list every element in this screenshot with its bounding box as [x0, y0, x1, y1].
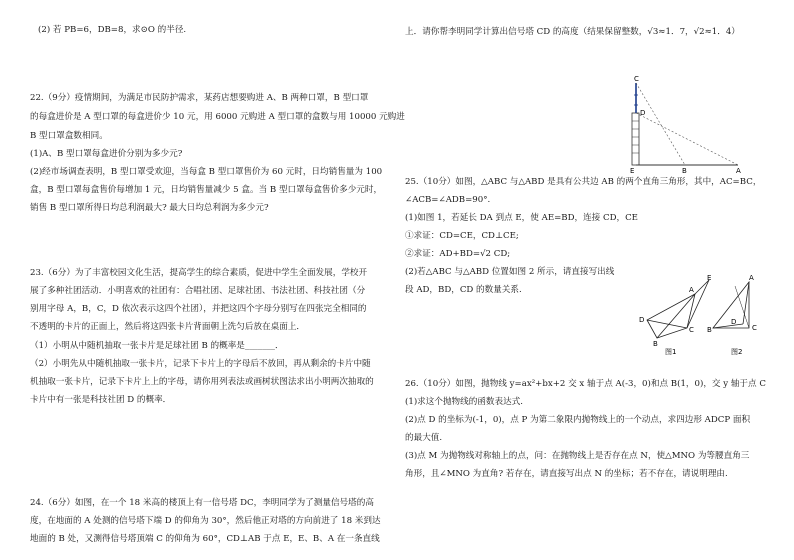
q23-line: 不透明的卡片的正面上，然后将这四张卡片背面朝上洗匀后放在桌面上．	[30, 322, 306, 332]
fig2-label-D: D	[731, 318, 737, 326]
q25-line: 段 AD，BD，CD 的数量关系.	[405, 285, 522, 295]
q26-line: 的最大值.	[405, 433, 443, 443]
fig2-label-A: A	[749, 274, 754, 282]
q22-line: (1)A、B 型口罩每盒进价分别为多少元?	[30, 149, 183, 159]
fig2-label-C: C	[752, 324, 757, 332]
q23-line: （2）小明先从中随机抽取一张卡片，记录下卡片上的字母后不放回，再从剩余的卡片中随	[30, 359, 371, 369]
label-A: A	[736, 167, 741, 175]
q24-line: 地面的 B 处，又测得信号塔顶端 C 的仰角为 60°，CD⊥AB 于点 E，E、B、A 在一条直线	[30, 534, 380, 544]
q26-line: 26.（10分）如图，抛物线 y=ax²+bx+2 交 x 轴于点 A(-3，0)和点 B(1，0)，交 y 轴于点 C	[405, 379, 766, 389]
figure-2	[705, 276, 765, 356]
label-E: E	[630, 167, 635, 175]
fig1-label-E: E	[707, 274, 712, 282]
q25-line: ∠ACB=∠ADB=90°.	[405, 195, 491, 205]
q22-line: (2)经市场调查表明，B 型口罩受欢迎，当每盒 B 型口罩售价为 60 元时，日均销售量为 100	[30, 167, 383, 177]
q25-line: 25.（10分）如图，△ABC 与△ABD 是具有公共边 AB 的两个直角三角形，其中，AC=BC，	[405, 177, 762, 187]
fig1-label-A: A	[689, 286, 694, 294]
q23-line: 展了多种社团活动．小明喜欢的社团有：合唱社团、足球社团、书法社团、科技社团（分	[30, 286, 366, 296]
label-C: C	[634, 75, 639, 83]
q23-line: （1）小明从中随机抽取一张卡片是足球社团 B 的概率是_______．	[30, 341, 284, 351]
q22-line: B 型口罩盒数相同。	[30, 131, 108, 141]
fig1-label-D: D	[639, 316, 645, 324]
q26-line: (1)求这个抛物线的函数表达式.	[405, 397, 524, 407]
fig1-label-B: B	[653, 340, 658, 348]
q25-line: (2)若△ABC 与△ABD 位置如图 2 所示，请直接写出线	[405, 267, 615, 277]
q26-line: 角形，且∠MNO 为直角? 若存在，请直接写出点 N 的坐标；若不存在，请说明理由.	[405, 469, 728, 479]
q22-line: 22.（9分）疫情期间，为满足市民防护需求，某药店想要购进 A、B 两种口罩，B 型口罩	[30, 93, 369, 103]
fig1-caption: 图1	[665, 348, 677, 356]
label-B: B	[682, 167, 687, 175]
q22-line: 的每盒进价是 A 型口罩的每盒进价少 10 元，用 6000 元购进 A 型口罩的盒数与用 10000 元购进	[30, 112, 405, 122]
q23-line: 机抽取一张卡片，记录下卡片上上的字母，请你用列表法或画树状图法求出小明两次抽取的	[30, 377, 374, 387]
q24-continuation: 上．请你帮李明同学计算出信号塔 CD 的高度（结果保留整数，√3≈1．7，√2≈1．4）	[405, 27, 740, 37]
q22-line: 销售 B 型口罩所得日均总利润最大? 最大日均总利润为多少元?	[30, 203, 269, 213]
q26-line: (2)点 D 的坐标为(-1，0)，点 P 为第二象限内抛物线上的一个动点，求四边形 ADCP 面积	[405, 415, 751, 425]
q23-line: 别用字母 A，B，C，D 依次表示这四个社团），并把这四个字母分别写在四张完全相同的	[30, 304, 367, 314]
q23-line: 卡片中有一张是科技社团 D 的概率．	[30, 395, 172, 405]
q25-line: ②求证：AD+BD=√2 CD;	[405, 249, 511, 259]
q24-line: 度，在地面的 A 处测的信号塔下端 D 的仰角为 30°，然后他正对塔的方向前进了 18 米到达	[30, 516, 381, 526]
q23-line: 23.（6分）为了丰富校园文化生活，提高学生的综合素质，促进中学生全面发展，学校开	[30, 268, 368, 278]
figure-1	[627, 276, 717, 356]
q25-line: ①求证：CD=CE，CD⊥CE;	[405, 231, 519, 241]
q22-line: 盒，B 型口罩每盒售价每增加 1 元，日均销售量减少 5 盒。当 B 型口罩每盒售价多少元时，	[30, 185, 383, 195]
tower-figure	[620, 75, 750, 175]
fig1-label-C: C	[689, 326, 694, 334]
fig2-caption: 图2	[731, 348, 743, 356]
q25-line: (1)如图 1，若延长 DA 到点 E，使 AE=BD，连接 CD，CE	[405, 213, 638, 223]
q26-line: (3)点 M 为抛物线对称轴上的点，问：在抛物线上是否存在点 N，使△MNO 为等腰直角三	[405, 451, 750, 461]
q24-line: 24.（6分）如图，在一个 18 米高的楼顶上有一信号塔 DC，李明同学为了测量信号塔的高	[30, 498, 374, 508]
q21-part2: (2) 若 PB=6，DB=8，求⊙O 的半径.	[38, 25, 187, 35]
label-D: D	[640, 109, 646, 117]
fig2-label-B: B	[707, 326, 712, 334]
